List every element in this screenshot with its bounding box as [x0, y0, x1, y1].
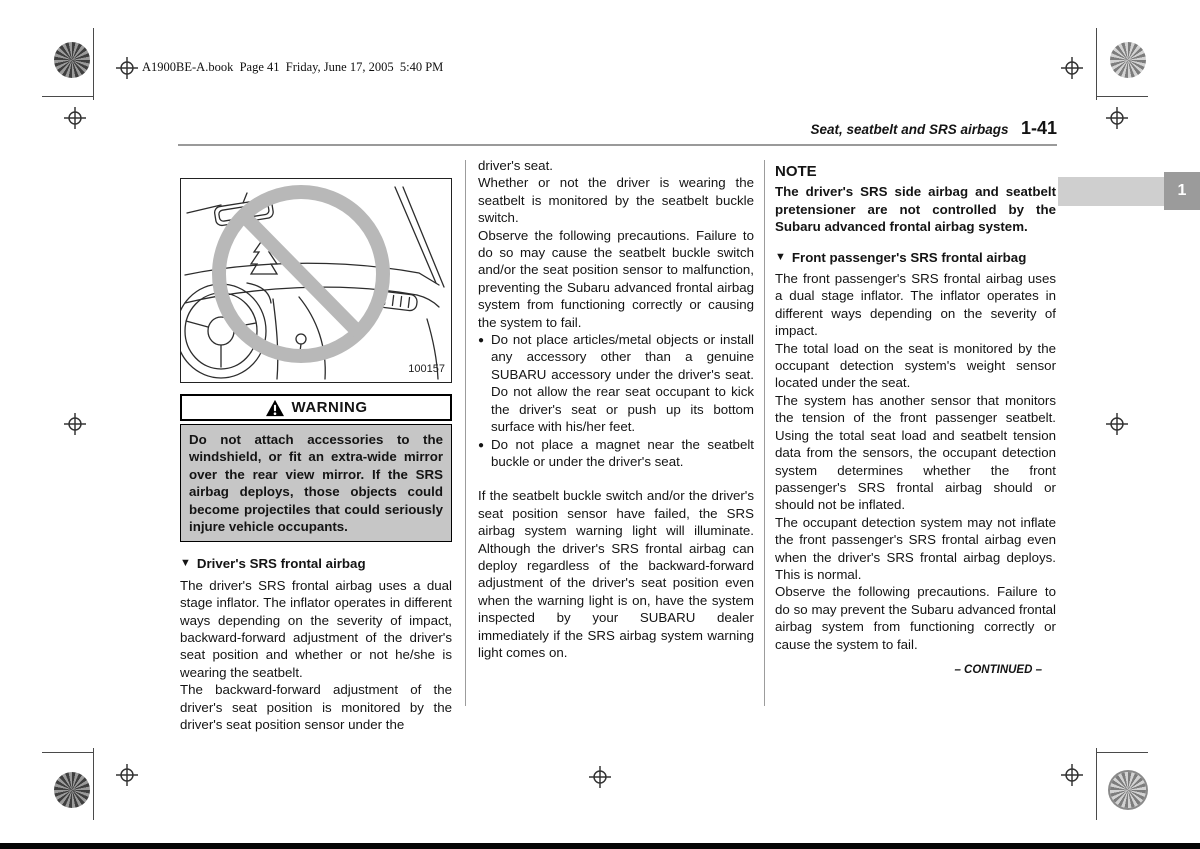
column-right — [775, 163, 1056, 679]
crosshair-mark-icon — [64, 107, 86, 129]
paragraph: The occupant detection system may not inflate the front passenger's SRS frontal airbag even when the driver's SRS frontal airbag deploys. This is normal. — [775, 514, 1056, 582]
crosshair-mark-icon — [116, 764, 138, 786]
crop-mark — [42, 752, 93, 753]
paragraph: driver's seat. — [478, 158, 553, 173]
crosshair-mark-icon — [64, 413, 86, 435]
section-marker-icon: ▼ — [775, 250, 786, 263]
dashboard-line-art — [181, 179, 451, 382]
prohibition-icon — [219, 192, 383, 356]
column-divider — [465, 160, 466, 706]
paragraph: Whether or not the driver is wearing the seatbelt is monitored by the seatbelt buckle switch. — [478, 175, 754, 226]
paragraph: Observe the following precautions. Failure to do so may prevent the Subaru advanced frontal airbag system from functioning correctly or cause the system to fail. — [775, 584, 1056, 652]
warning-box — [180, 394, 452, 542]
registration-target-icon — [1110, 42, 1146, 78]
paragraph: The total load on the seat is monitored by the occupant detection system's weight sensor located under the seat. — [775, 340, 1056, 391]
chapter-title: Seat, seatbelt and SRS airbags — [810, 122, 1009, 137]
warning-text: Do not attach accessories to the windshield, or fit an extra-wide mirror over the rear view mirror. If the SRS airbag deploys, those objects could become projectiles that could seriously injure vehicle occupants. — [180, 424, 452, 542]
paragraph: The system has another sensor that monitors the tension of the front passenger seatbelt. Using the total seat load and seatbelt tension data from the sensors, the occupant detection system determines whether the front passenger's SRS frontal airbag should or should not be inflated. — [775, 392, 1056, 513]
crosshair-mark-icon — [1061, 57, 1083, 79]
crop-mark — [42, 96, 93, 97]
crop-mark — [1097, 752, 1148, 753]
paragraph-gap — [478, 470, 754, 487]
section-marker-icon: ▼ — [180, 557, 191, 570]
bullet-icon: ● — [478, 335, 485, 347]
paragraph: The backward-forward adjustment of the driver's seat position is monitored by the driver's seat position sensor under the — [180, 682, 452, 733]
warning-icon — [265, 399, 285, 417]
registration-target-icon — [1110, 772, 1146, 808]
header-rule — [178, 144, 1057, 146]
registration-target-icon — [54, 772, 90, 808]
paragraph: Observe the following precautions. Failure to do so may cause the seatbelt buckle switch and/or the seat position sensor to malfunction, preventing the Subaru advanced frontal airbag system from functioning correctly or causing the system to fail. — [478, 227, 754, 330]
page-number: 1-41 — [1020, 118, 1057, 138]
section-heading-passenger-airbag: ▼ Front passenger's SRS frontal airbag — [775, 249, 1027, 265]
figure-number: 100157 — [408, 362, 445, 375]
note-title: NOTE — [775, 163, 817, 180]
paragraph: The front passenger's SRS frontal airbag uses a dual stage inflator. The inflator operates in different ways depending on the severity of impact. — [775, 271, 1056, 339]
crosshair-mark-icon — [1106, 413, 1128, 435]
precaution-bullet-item: ● Do not place articles/metal objects or install any accessory other than a genuine SUBARU accessory under the driver's seat. Do not allow the rear seat occupant to kick the driver's seat or push up its bottom surface with his/her feet. — [478, 332, 754, 435]
column-middle — [478, 157, 754, 661]
continued-marker: – CONTINUED – — [954, 663, 1042, 676]
chapter-tab-bar — [1058, 177, 1164, 206]
print-edge-bar — [0, 843, 1200, 849]
registration-target-icon — [54, 42, 90, 78]
crop-mark — [1096, 748, 1097, 820]
crosshair-mark-icon — [116, 57, 138, 79]
chapter-tab: 1 — [1164, 172, 1200, 210]
column-divider — [764, 160, 765, 706]
crop-mark — [1096, 28, 1097, 100]
crosshair-mark-icon — [589, 766, 611, 788]
paragraph: The driver's SRS frontal airbag uses a dual stage inflator. The inflator operates in different ways depending on the severity of impact, backward-forward adjustment of the driver's seat position and whether or not he/she is wearing the seatbelt. — [180, 577, 452, 680]
crop-mark — [93, 748, 94, 820]
precaution-bullet-item: ● Do not place a magnet near the seatbelt buckle or under the driver's seat. — [478, 436, 754, 469]
note-body: The driver's SRS side airbag and seatbelt pretensioner are not controlled by the Subaru advanced frontal airbag system. — [775, 184, 1056, 235]
crop-mark — [93, 28, 94, 100]
bullet-icon: ● — [478, 439, 485, 451]
warning-title-bar — [180, 394, 452, 421]
dashboard-prohibition-illustration — [180, 178, 452, 383]
print-file-note: A1900BE-A.book Page 41 Friday, June 17, 2005 5:40 PM — [142, 60, 444, 74]
page-header — [178, 118, 1057, 139]
column-left — [180, 178, 452, 734]
crosshair-mark-icon — [1106, 107, 1128, 129]
crop-mark — [1097, 96, 1148, 97]
crosshair-mark-icon — [1061, 764, 1083, 786]
paragraph: If the seatbelt buckle switch and/or the driver's seat position sensor have failed, the SRS airbag system warning light will illuminate. Although the driver's SRS frontal airbag can deploy regardless of the backward-forward adjustment of the driver's seat position even when the warning light is on, have the system inspected by your SUBARU dealer immediately if the SRS airbag system warning light comes on. — [478, 488, 754, 660]
warning-title: WARNING — [291, 398, 368, 416]
section-heading-driver-airbag: ▼ Driver's SRS frontal airbag — [180, 556, 366, 572]
